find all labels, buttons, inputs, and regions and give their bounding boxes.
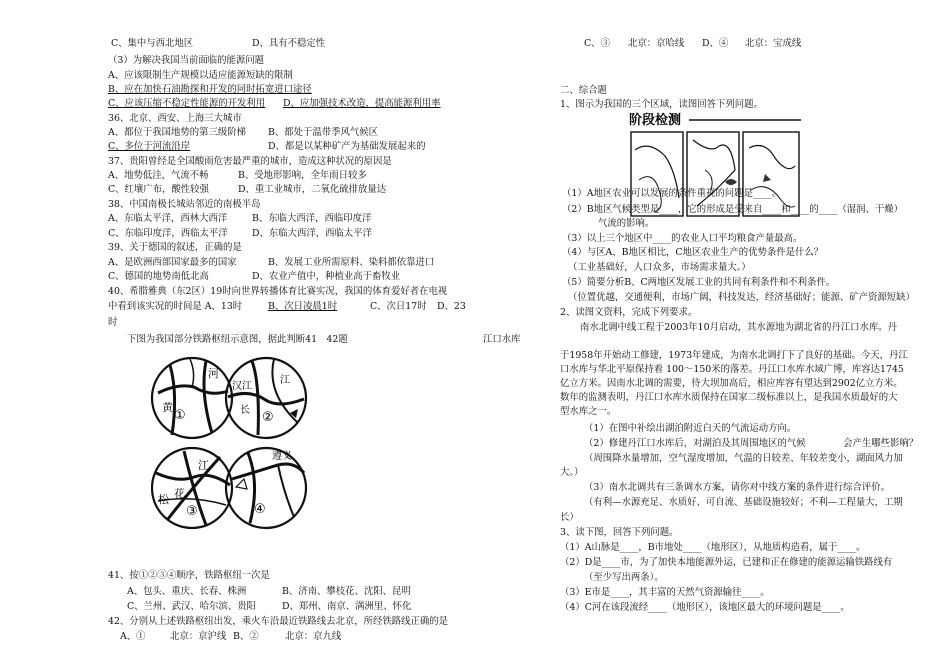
text-line: （位置优越，交通便利，市场广阔，科技发达，经济基础好；能源、矿产资源短缺） <box>568 292 915 303</box>
text-line: 口水库与华北平原保持着 100～150米的落差。丹江口水库水域广博，库容达1745 <box>560 364 904 375</box>
text-line: 北京：宝成线 <box>745 38 802 49</box>
text-line: C、应该压缩不稳定性能源的开发利用 <box>108 98 266 109</box>
hub-2 <box>226 358 306 438</box>
text-line: （2）修建丹江口水库后，对湖泊及其周围地区的气候 会产生哪些影响？ <box>584 438 919 449</box>
hub-1-label-2: 河 <box>208 367 219 380</box>
text-line: 2、读图文资料，完成下列要求。 <box>560 307 698 318</box>
hub-4-label: 遵义 <box>272 451 292 462</box>
text-line: 37、贵阳曾经是全国酸雨危害最严重的城市，造成这种状况的原因是 <box>108 156 392 167</box>
text-line: （1）A山脉是____，B市地处____（地形区），从地质构造看，属于____。 <box>560 542 866 553</box>
text-line: C、③ <box>584 38 610 49</box>
text-line: 下图为我国部分铁路枢纽示意图，据此判断41 42题 <box>127 334 348 345</box>
text-line: （4）与区A、B地区相比，C地区农业生产的优势条件是什么？ <box>562 247 824 258</box>
text-line: C、兰州、武汉、哈尔滨、贵阳 <box>127 601 257 612</box>
text-line: 北京：京九线 <box>285 631 342 642</box>
hub-3 <box>152 448 232 528</box>
hub-3-label: 江 <box>198 459 209 472</box>
text-line: D、农业产值中，种植业高于畜牧业 <box>252 271 401 282</box>
text-line: B、应在加快石油勘探和开发的同时拓宽进口途径 <box>108 84 312 95</box>
text-line: C、东临印度洋，西临太平洋 <box>108 228 228 239</box>
hub-1-label: 黄 <box>162 401 173 414</box>
text-line: （工业基础好，人口众多，市场需求量大。） <box>568 262 751 273</box>
text-line: B、东临大西洋，西临印度洋 <box>252 213 372 224</box>
text-line: 时 <box>108 317 118 328</box>
hub-1-number: ① <box>174 408 186 423</box>
text-line: 型水库之一。 <box>560 406 617 417</box>
hub-4-number: ④ <box>254 502 266 517</box>
text-line: D、郑州、南京、满洲里、怀化 <box>282 601 412 612</box>
text-line: D、④ <box>702 38 729 49</box>
text-line: 38、中国南极长城站邻近的南极半岛 <box>108 199 261 210</box>
text-line: 南水北调中线工程于2003年10月启动，其水源地为湖北省的丹江口水库。丹 <box>580 322 898 333</box>
text-line: 大。） <box>560 467 584 478</box>
text-line: 41、按①②③④顺序，铁路枢纽一次是 <box>108 570 270 581</box>
text-line: A、都位于我国地势的第三级阶梯 <box>108 127 247 138</box>
text-line: （有利—水源充足、水质好、可自流、基础设施较好；不利—工程量大，工期 <box>584 497 903 508</box>
text-line: 北京：京哈线 <box>628 38 685 49</box>
text-line: 亿立方米。因南水北调的需要，待大坝加高后，相应库容有望达到2902亿立方米。 <box>560 378 903 389</box>
text-line: （3）以上三个地区中____的农业人口平均粮食产量最高。 <box>562 233 803 244</box>
text-line: 江口水库 <box>483 334 521 345</box>
text-line: B、济南、攀枝花、沈阳、昆明 <box>282 586 411 597</box>
hub-3-number: ③ <box>186 504 198 519</box>
text-line: D、具有不稳定性 <box>252 38 326 49</box>
text-line: D、东临大西洋，西临太平洋 <box>252 228 373 239</box>
text-line: （周围降水量增加，空气湿度增加，气温的日较差、年较差变小，湖面风力加 <box>584 453 903 464</box>
text-line: C、德国的地势南低北高 <box>108 271 209 282</box>
text-line: 北京：京沪线 <box>170 631 227 642</box>
text-line: A、东临太平洋，西林大西洋 <box>108 213 228 224</box>
section-heading: 二、综合题 <box>560 85 607 96</box>
text-line: D、应加强技术改造，提高能源利用率 <box>283 98 441 109</box>
text-line: C、红壤广布，酸性较强 <box>108 184 209 195</box>
text-line: A、包头、重庆、长春、株洲 <box>127 586 247 597</box>
text-line: A、地势低洼，气流不畅 <box>108 170 209 181</box>
text-line: （至少写出两条）。 <box>584 572 664 583</box>
hub-2-label-2: 江 <box>280 375 290 386</box>
text-line: B、发展工业所需原料、染料都依靠进口 <box>268 257 435 268</box>
text-line: A、① <box>120 631 146 642</box>
hub-2-number: ② <box>262 410 274 425</box>
text-line: A、是欧洲西部国家最多的国家 <box>108 257 237 268</box>
railway-hub-diagram <box>148 353 438 543</box>
hub-2-label-3: 长 <box>240 405 250 416</box>
text-line: C、多位于河流沿岸 <box>108 141 191 152</box>
text-line: （1）在图中补绘出湖泊附近白天的气流运动方向。 <box>584 423 797 434</box>
text-line: C、集中与西北地区 <box>111 38 194 49</box>
text-line: 数年的监测表明，丹江口水库水质保持在国家二级标准以上，是我国水质最好的大 <box>560 392 898 403</box>
text-line: D、23 <box>437 301 466 312</box>
text-line: （3）南水北调共有三条调水方案，请你对中线方案的条件进行综合评价。 <box>584 482 890 493</box>
text-line: B、都处于温带季风气候区 <box>268 127 379 138</box>
text-line: 3、读下图，回答下列问题。 <box>560 527 679 538</box>
text-line: （4）C河在该段流经____（地形区），该地区最大的环境问题是____。 <box>560 602 850 613</box>
text-line: （3）E市是____，其丰富的天然气资源输往____。 <box>560 587 770 598</box>
text-line: 长） <box>560 512 579 523</box>
map-title: 阶段检测 <box>629 113 682 128</box>
text-line: （2）D是____市，为了加快本地能源外运，已建和正在修建的能源运输铁路线有 <box>560 557 893 568</box>
text-line: D、重工业城市，二氧化硫排放量达 <box>238 184 387 195</box>
text-line: 40、希腊雅典（东2区）19时向世界转播体育比赛实况，我国的体育爱好者在电视 <box>108 286 448 297</box>
text-line: D、都是以某种矿产为基础发展起来的 <box>268 141 426 152</box>
text-line: （1）A地区农业可以发展的条件重视的问题是____。 <box>562 188 781 199</box>
text-line: 42、分别从上述铁路枢纽出发，乘火车沿最近铁路线去北京，所经铁路线正确的是 <box>108 616 449 627</box>
text-line: A、应该限制生产规模以适应能源短缺的限制 <box>108 70 293 81</box>
text-line: 36、北京、西安、上海三大城市 <box>108 113 242 124</box>
hub-2-label: 汉江 <box>232 381 252 392</box>
hub-1 <box>152 358 232 438</box>
text-line: 1、图示为我国的三个区域，读图回答下列问题。 <box>560 99 763 110</box>
text-line: （3）为解决我国当前面临的能源问题 <box>108 55 264 66</box>
hub-3-label-3: 花 <box>174 487 185 500</box>
text-line: C、次日17时 <box>370 301 427 312</box>
text-line: （5）简要分析B、C两地区发展工业的共同有利条件和不利条件。 <box>562 277 836 288</box>
text-line: 于1958年开始动工修建，1973年建成，为南水北调打下了良好的基础。今天，丹江 <box>560 350 908 361</box>
text-line: B、② <box>233 631 259 642</box>
text-line: 39、关于德国的叙述，正确的是 <box>108 242 242 253</box>
hub-4 <box>226 448 306 528</box>
text-line: （2）B地区气候类型是____，它的形成是受来自____和____的____（湿润、干燥） <box>562 204 903 215</box>
hub-3-label-2: 松 <box>158 493 169 506</box>
text-line: 中看到该实况的时间是 A、13时 <box>108 301 243 312</box>
text-line: B、次日凌晨1时 <box>268 301 338 312</box>
text-line: B、受地形影响，全年雨日较多 <box>238 170 367 181</box>
text-line: 气流的影响。 <box>598 218 655 229</box>
